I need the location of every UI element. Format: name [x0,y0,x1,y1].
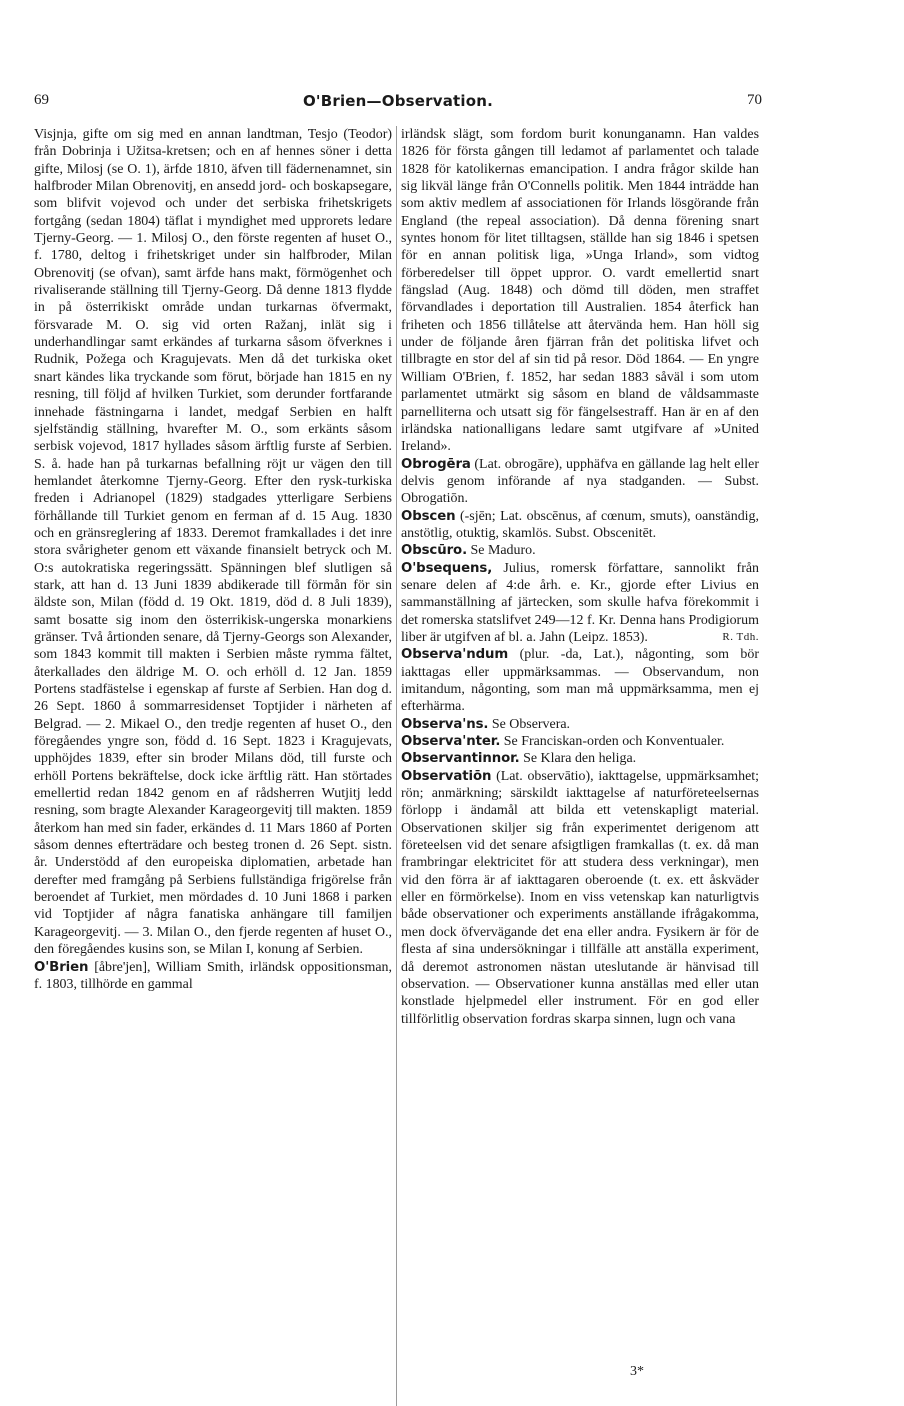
obrien-continuation: irländsk slägt, som fordom burit konunganamn. Han valdes 1826 för första gången till ledamot af parlamentet och talade 1828 för katolikernas emancipation. I andra frågor skilde han sig likväl länge från O'Connells politik. Men 1844 inträdde han som aktiv medlem af associationen för Irlands lösgörande från England (the repeal association). Då denna förening snart syntes honom för litet tilltagsen, ställde han sig 1846 i spetsen för en annan politisk liga, »Unga Irland», som vidtog förberedelser till öppet uppror. O. vardt emellertid snart fängslad (Aug. 1848) och dömd till döden, men straffet förvandlades i deportation till Australien. 1854 återfick han friheten och 1856 tillåtelse att återvända hem. Han höll sig under de följande åren fjärran från det politiska lifvet och tillbragte en stor del af sin tid på resor. Död 1864. — En yngre William O'Brien, f. 1852, har sedan 1883 såväl i som utom parlamentet utmärkt sig såsom en bland de våldsammaste parnelliterna och utsatt sig för fängelsestraff. Han är en af den irländska nationalligans ledare samt utgifvare af »United Ireland». [401,127,759,455]
milosj-paragraph: Visjnja, gifte om sig med en annan landtman, Tesjo (Teodor) från Dobrinja i Užitsa-kretsen; och en af hennes söner i detta gifte, Milosj (se O. 1), ärfde 1810, äfven till fädernenamnet, sin halfbroder Milan Obrenovitj, en ansedd jord- och boskapsegare, som blifvit vojevod och under det serbiska frihetskrigets fortgång (sedan 1804) täflat i myndighet med upprorets ledare Tjerny-Georg. — 1. Milosj O., den förste regenten af huset O., f. 1780, deltog i frihetskriget under sin halfbroder, Milan Obrenovitj (se ofvan), samt ärfde hans makt, förmögenhet och rivaliserande ställning till Tjerny-Georg. Då denne 1813 flydde in på österrikiskt område undan turkarnas öfvermakt, försvarade M. O. sig vid orten Ražanj, inlät sig i underhandlingar samt erkändes af turkarna såsom öfverknes i Rudnik, Požega och Kragujevats. Men då det turkiska oket snart kändes lika tryckande som förut, började han 1815 en ny resning, till följd af hvilken Turkiet, som derunder fortfarande innehade fästningarna i landet, medgaf Serbien en halft sjelfständig ställning, hvarefter M. O., som erkänts såsom serbisk vojevod, 1817 hyllades såsom ärftlig furste af Serbien. S. å. hade han på turkarnas befallning röjt ur vägen den till hemlandet återkomne Tjerny-Georg. Efter den rysk-turkiska freden i Adrianopel (1829) stadgades ytterligare Serbiens förhållande till Turkiet genom en ferman af d. 15 Aug. 1830 och en gränsreglering af 1833. Deremot framkallades i det inre stora svårigheter genom ett växande finansielt betryck och M. O:s autokratiska regeringssätt. Spänningen blef slutligen så stark, att han d. 13 Juni 1839 abdikerade till förmån för sin äldste son, Milan (född d. 19 Okt. 1819, död d. 8 Juli 1839), samt bosatte sig inom den österrikisk-ungerska monarkiens gränser. Två årtionden senare, då Tjerny-Georgs son Alexander, som 1843 kommit till makten i Serbien måste rymma fältet, återkallades den äldrige M. O. och erhöll d. 12 Jan. 1859 Portens stadfästelse i egenskap af furste af Serbien. Han dog d. 26 Sept. 1860 å sommarresidenset Toptjider i närheten af Belgrad. — 2. Mikael O., den tredje regenten af huset O., den föregåendes yngre son, född d. 16 Sept. 1823 i Kragujevats, upphöjdes 1839, efter sin broder Milans död, till furste och erhöll Portens bekräftelse, dock icke ärftlig rätt. Han störtades emellertid redan 1842 genom en af rådsherren Wutjitj ledd resning, som bragte Alexander Karageorgevitj till makten. 1859 återkom han med sin fader, erkändes d. 11 Mars 1860 af Porten såsom dennes efterträdare och besteg tronen d. 26 Sept. sistn. år. Understödd af den europeiska diplomatien, arbetade han derefter med framgång på Serbiens fullständiga frigörelse från beroendet af Turkiet, men mördades d. 10 Juni 1868 i parken vid Toptjider af några fanatiska anhängare till familjen Karageorgevitj. — 3. Milan O., den fjerde regenten af huset O., den föregåendes kusins son, se Milan I, konung af Serbien. [34,127,392,958]
headword-obscen: Obscen [401,508,456,524]
entry-observandum-text: (plur. -da, Lat.), någonting, som bör iakttagas eller uppmärksammas. — Observandum, non imitandum, någonting, som man må uppmärksamma, men ej efterhärma. [401,647,759,715]
headword-observandum: Observa'ndum [401,647,509,663]
entry-obrogera-text: (Lat. obrogāre), upphäfva en gällande lag helt eller delvis genom införande af nya stadganden. — Subst. Obrogatiōn. [401,456,759,507]
headword-obrien: O'Brien [34,959,89,975]
entry-obrien-text: [åbre'jen], William Smith, irländsk oppositionsman, f. 1803, tillhörde en gammal [34,959,392,992]
signature-mark: 3* [630,1364,644,1379]
page-header [34,92,762,114]
entry-observanter-text: Se Franciskan-orden och Konventualer. [500,734,725,750]
entry-obsequens [401,560,759,647]
entry-obsequens-text: Julius, romersk författare, sannolikt från senare delen af 4:de årh. e. Kr., gjorde efter Livius en sammanställning af järtecken, som skulle hafva förekommit i det romerska statslifvet 249—12 f. Kr. Denna hans Prodigiorum liber är utgifven af bl. a. Jahn (Leipz. 1853). [401,560,759,645]
entry-observanter [401,733,759,750]
entry-obscuro [401,542,759,559]
headword-observation: Observatiōn [401,768,492,784]
author-signature: R. Tdh. [722,630,759,643]
entry-obrien [34,959,392,994]
entry-observation-text: (Lat. observātio), iakttagelse, uppmärksamhet; rön; anmärkning; särskildt iakttagelse af naturföreteelsernas förlopp i ändamål att bilda ett vetenskapligt material. Observationen skiljer sig från experimentet derigenom att företeelsen vid det senare afsigtligen framkallas (t. ex. då man frambringar elektricitet för att studera dess verkningar), men vid den förra är af iakttagaren oberoende (t. ex. ett åskväder eller en förmörkelse). Inom en viss vetenskap kan naturligtvis både observationer och experiments anställande ifrågakomma, men dock öfvervägande det ena eller andra. Fysikern är för de flesta af sina undersökningar i tillfälle att anställa experiment, då deremot astronomen nästan uteslutande är hänvisad till observation. — Observationer kunna anställas med eller utan konstlade hjelpmedel eller instrument. För en god eller tillförlitlig observation fordras skarpa sinnen, lugn och vana [401,768,759,1027]
entry-observandum [401,646,759,715]
headword-obsequens: O'bsequens, [401,560,493,576]
entry-observans-text: Se Observera. [488,716,571,732]
entry-obscen [401,508,759,543]
entry-obscen-text: (-sjēn; Lat. obscēnus, af cœnum, smuts), oanständig, anstötlig, otuktig, skamlös. Subst. Obscenitēt. [401,508,759,541]
entry-observantinnor [401,750,759,767]
entry-obscuro-text: Se Maduro. [467,543,536,559]
headword-observans: Observa'ns. [401,716,489,732]
headword-observanter: Observa'nter. [401,734,501,750]
entry-obrogera [401,456,759,508]
entry-observantinnor-text: Se Klara den heliga. [519,751,637,767]
page-number-left: 69 [34,92,49,108]
headword-obrogera: Obrogēra [401,456,471,472]
column-divider [396,126,397,1406]
right-column [401,126,759,1028]
headword-obscuro: Obscūro. [401,543,468,559]
entry-observans [401,716,759,733]
page-number-right: 70 [747,92,762,108]
running-title: O'Brien—Observation. [302,92,494,110]
left-column [34,126,392,993]
headword-observantinnor: Observantinnor. [401,751,520,767]
entry-observation [401,768,759,1028]
